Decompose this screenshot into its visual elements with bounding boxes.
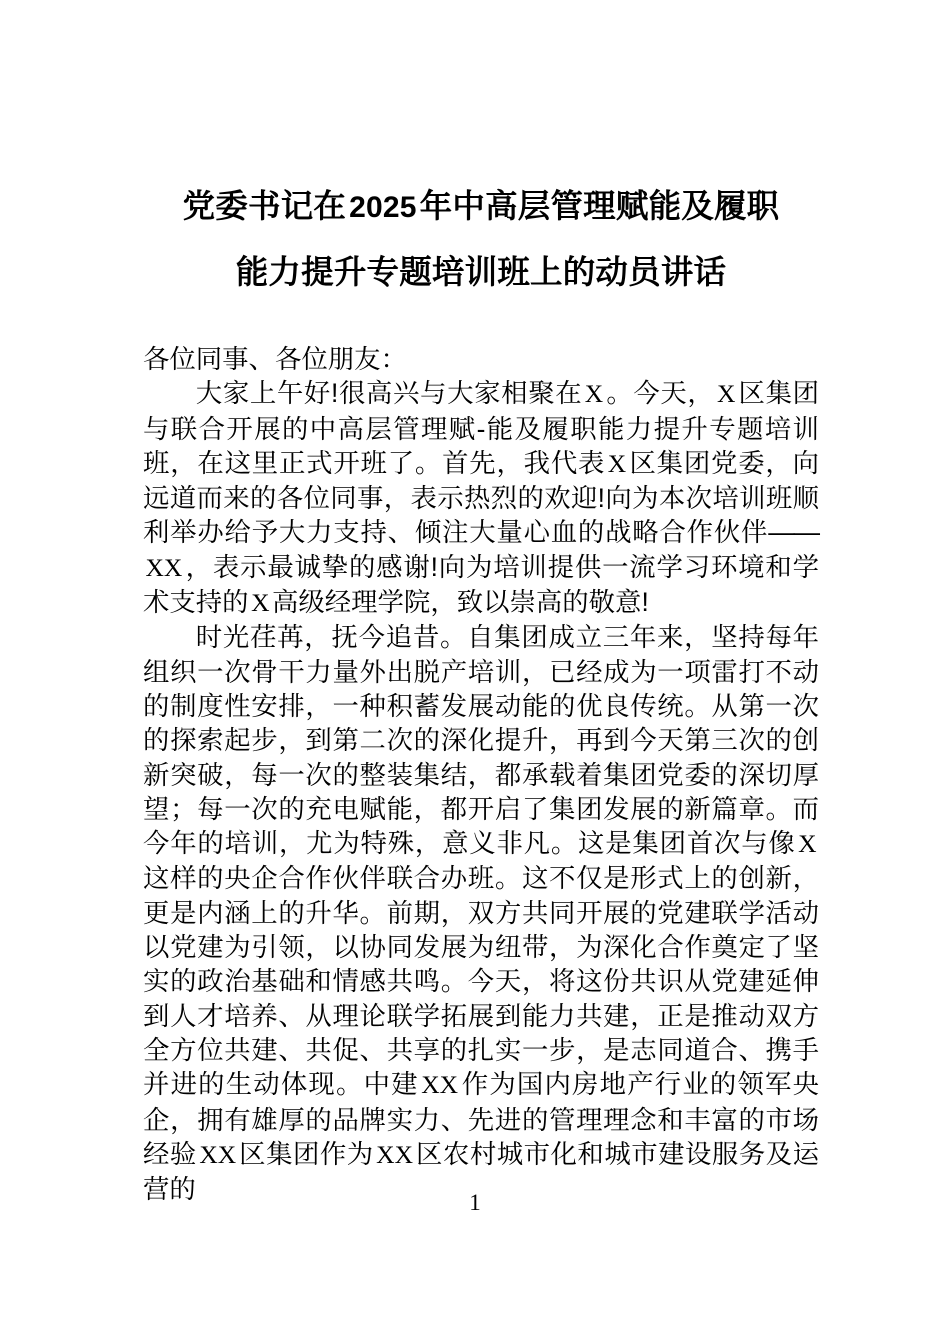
paragraph-1: 大家上午好!很高兴与大家相聚在X。今天，X区集团与联合开展的中高层管理赋-能及履职能力提升专题培训班，在这里正式开班了。首先，我代表X区集团党委，向远道而来的各位同事，表示热烈的欢迎!向为本次培训班顺利举办给予大力支持、倾注大量心血的战略合作伙伴——XX，表示最诚挚的感谢!向为培训提供一流学习环境和学术支持的X高级经理学院，致以崇高的敬意!: [143, 378, 820, 618]
placeholder-xx: XX: [421, 1070, 459, 1100]
page-title: [143, 0, 819, 304]
em-dash: ——: [768, 517, 819, 548]
title-year: 2025: [349, 191, 417, 224]
placeholder-x: X: [716, 379, 736, 409]
placeholder-x: X: [584, 379, 604, 409]
paragraph-2: 时光荏苒，抚今追昔。自集团成立三年来，坚持每年组织一次骨干力量外出脱产培训，已经成为一项雷打不动的制度性安排，一种积蓄发展动能的优良传统。从第一次的探索起步，到第二次的深化提升，再到今天第三次的创新突破，每一次的整装集结，都承载着集团党委的深切厚望；每一次的充电赋能，都开启了集团发展的新篇章。而今年的培训，尤为特殊，意义非凡。这是集团首次与像X这样的央企合作伙伴联合办班。这不仅是形式上的创新，更是内涵上的升华。前期，双方共同开展的党建联学活动以党建为引领，以协同发展为纽带，为深化合作奠定了坚实的政治基础和情感共鸣。今天，将这份共识从党建延伸到人才培养、从理论联学拓展到能力共建，正是推动双方全方位共建、共促、共享的扎实一步，是志同道合、携手并进的生动体现。中建XX作为国内房地产行业的领军央企，拥有雄厚的品牌实力、先进的管理理念和丰富的市场经验XX区集团作为XX区农村城市化和城市建设服务及运营的: [143, 622, 820, 1205]
placeholder-x: X: [251, 588, 270, 618]
placeholder-xx: XX: [376, 1139, 414, 1169]
page-content: [143, 0, 819, 1206]
placeholder-xx: XX: [145, 552, 183, 582]
placeholder-x: X: [607, 448, 627, 478]
document-body: [143, 342, 819, 1206]
page-number: 1: [469, 1190, 481, 1215]
page-title-line-1: 党委书记在 2025年中高层管理赋能及履职: [182, 188, 780, 224]
page-title-line-2: 能力提升专题培训班上的动员讲话: [235, 254, 727, 290]
placeholder-x: X: [798, 829, 817, 859]
placeholder-xx: XX: [199, 1139, 237, 1169]
salutation: 各位同事、各位朋友：: [143, 344, 407, 374]
